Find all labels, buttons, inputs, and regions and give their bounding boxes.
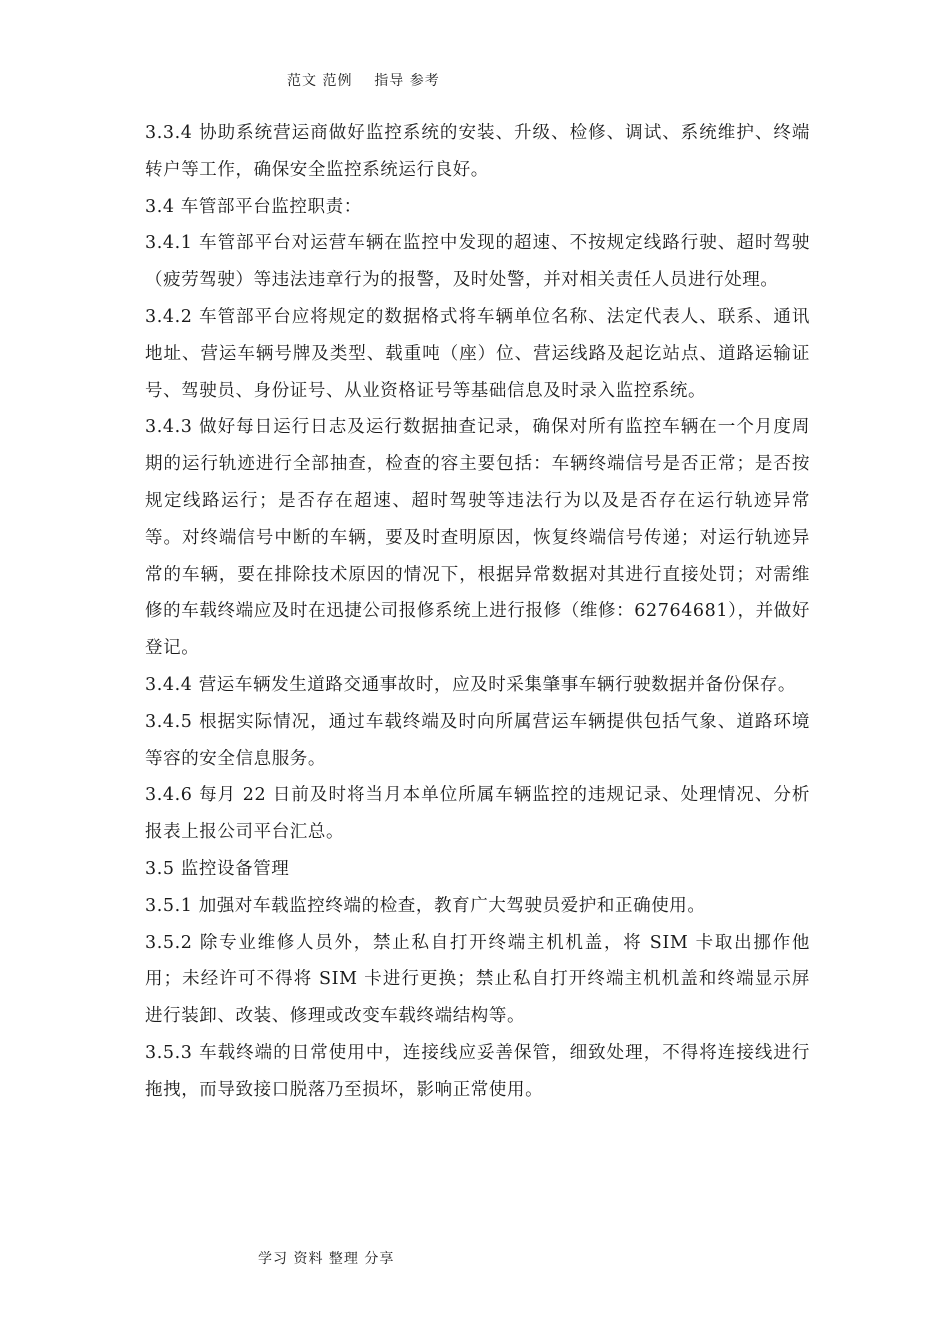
paragraph-3-5-2: 3.5.2 除专业维修人员外，禁止私自打开终端主机机盖，将 SIM 卡取出挪作他用；未经许可不得将 SIM 卡进行更换；禁止私自打开终端主机机盖和终端显示屏进行装卸、改装、修理或改变车载终端结构等。 (145, 932, 810, 1027)
paragraph-3-4-4: 3.4.4 营运车辆发生道路交通事故时，应及时采集肇事车辆行驶数据并备份保存。 (145, 674, 796, 695)
paragraph-3-4-5: 3.4.5 根据实际情况，通过车载终端及时向所属营运车辆提供包括气象、道路环境等容的安全信息服务。 (145, 711, 810, 769)
paragraph-3-4-2: 3.4.2 车管部平台应将规定的数据格式将车辆单位名称、法定代表人、联系、通讯地址、营运车辆号牌及类型、载重吨（座）位、营运线路及起讫站点、道路运输证号、驾驶员、身份证号、从业资格证号等基础信息及时录入监控系统。 (145, 306, 810, 401)
section-heading-3-5: 3.5 监控设备管理 (145, 858, 290, 879)
paragraph-3-4-1: 3.4.1 车管部平台对运营车辆在监控中发现的超速、不按规定线路行驶、超时驾驶（疲劳驾驶）等违法违章行为的报警，及时处警，并对相关责任人员进行处理。 (145, 233, 810, 291)
paragraph-3-3-4: 3.3.4 协助系统营运商做好监控系统的安装、升级、检修、调试、系统维护、终端转户等工作，确保安全监控系统运行良好。 (145, 123, 810, 180)
paragraph-3-5-1: 3.5.1 加强对车载监控终端的检查，教育广大驾驶员爱护和正确使用。 (145, 895, 706, 916)
paragraph-3-5-3: 3.5.3 车载终端的日常使用中，连接线应妥善保管，细致处理，不得将连接线进行拖拽，而导致接口脱落乃至损坏，影响正常使用。 (145, 1042, 810, 1100)
page-footer: 学习 资料 整理 分享 (258, 1251, 395, 1267)
section-heading-3-4: 3.4 车管部平台监控职责： (145, 196, 362, 217)
paragraph-3-4-3: 3.4.3 做好每日运行日志及运行数据抽查记录，确保对所有监控车辆在一个月度周期的运行轨迹进行全部抽查，检查的容主要包括：车辆终端信号是否正常；是否按规定线路运行；是否存在超速、超时驾驶等违法行为以及是否存在运行轨迹异常等。对终端信号中断的车辆，要及时查明原因，恢复终端信号传递；对运行轨迹异常的车辆，要在排除技术原因的情况下，根据异常数据对其进行直接处罚；对需维修的车载终端应及时在迅捷公司报修系统上进行报修（维修：62764681），并做好登记。 (145, 417, 810, 659)
paragraph-3-4-6: 3.4.6 每月 22 日前及时将当月本单位所属车辆监控的违规记录、处理情况、分析报表上报公司平台汇总。 (145, 785, 810, 843)
document-body (145, 115, 810, 1109)
page-header: 范文 范例 指导 参考 (287, 73, 440, 89)
